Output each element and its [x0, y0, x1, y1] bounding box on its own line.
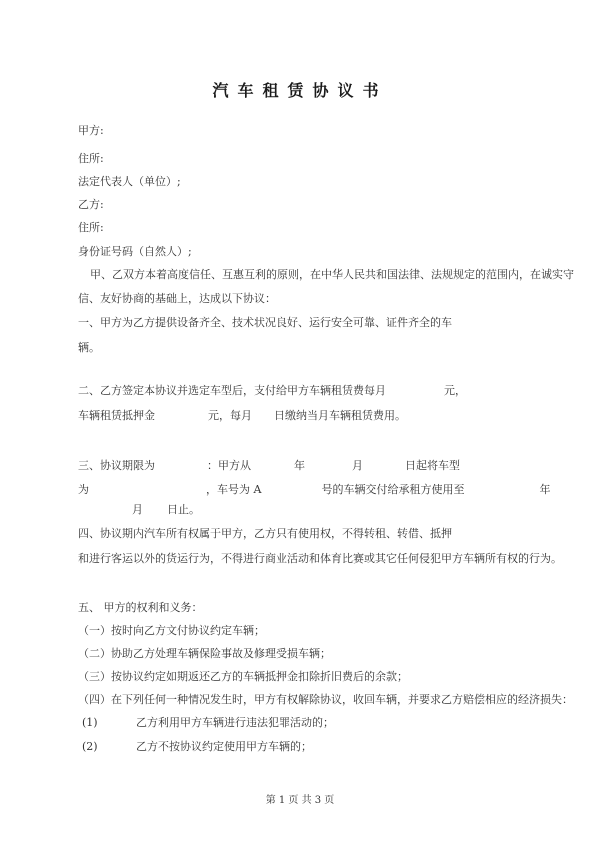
- clause-2-text-b: 元，: [444, 384, 466, 397]
- sub-item-1-text: 乙方利用甲方车辆进行违法犯罪活动的；: [136, 716, 334, 729]
- clause-5-item-2: （二）协助乙方处理车辆保险事故及修理受损车辆；: [78, 647, 331, 660]
- clause-2-line-2: [78, 409, 406, 423]
- clause-3-day-label: 日起将车型: [405, 459, 460, 472]
- party-b-line: 乙方:: [78, 198, 104, 211]
- clause-3-year-label: 年: [294, 459, 305, 472]
- clause-5-item-1: （一）按时向乙方文付协议约定车辆；: [78, 624, 265, 637]
- sub-item-1-number: (1): [82, 716, 98, 729]
- party-b-address-line: 住所:: [78, 221, 104, 234]
- clause-4-line-2: 和进行客运以外的货运行为，不得进行商业活动和体育比赛或其它任何侵犯甲方车辆所有权的行为。: [78, 552, 562, 565]
- clause-3-month-label: 月: [352, 459, 363, 472]
- clause-5-item-3: （三）按协议约定如期返还乙方的车辆抵押金扣除折旧费后的余款；: [78, 670, 408, 683]
- page-number-footer: 第 1 页 共 3 页: [265, 795, 335, 806]
- clause-3-deliver-label: 号的车辆交付给承租方使用至: [321, 483, 465, 496]
- document-title: 汽车租赁协议书: [212, 81, 388, 100]
- clause-2-monthly-label: 元，每月: [208, 409, 252, 422]
- clause-4-line-1: 四、协议期内汽车所有权属于甲方，乙方只有使用权，不得转租、转借、抵押: [78, 527, 452, 540]
- party-a-line: 甲方:: [78, 124, 104, 137]
- party-a-address-line: 住所:: [78, 152, 104, 165]
- clause-2-payday-label: 日缴纳当月车辆租赁费用。: [274, 409, 406, 422]
- clause-3-model-label: 为: [78, 483, 89, 496]
- id-number-line: 身份证号码（自然人）;: [78, 245, 192, 258]
- clause-3-plate-label: ，车号为 A: [206, 483, 262, 496]
- clause-1-line-2: 辆。: [78, 341, 100, 354]
- clause-5-item-4: （四）在下列任何一种情况发生时，甲方有权解除协议，收回车辆，并要求乙方赔偿相应的经济损失：: [78, 693, 573, 706]
- clause-3-until-year-label: 年: [539, 483, 551, 496]
- clause-3-line-3: [78, 503, 200, 517]
- clause-1-line-1: 一、甲方为乙方提供设备齐全、技术状况良好、运行安全可靠、证件齐全的车: [78, 316, 452, 329]
- clause-2-text-a: 二、乙方签定本协议并选定车型后，支付给甲方车辆租赁费每月: [78, 384, 386, 397]
- clause-3-from-label: ：甲方从: [207, 459, 251, 472]
- intro-line-2: 信、友好协商的基础上，达成以下协议：: [78, 292, 276, 305]
- clause-5-title: 五、 甲方的权利和义务：: [78, 601, 203, 614]
- clause-3-until-month-label: 月: [132, 503, 143, 516]
- clause-3-line-1: [78, 459, 460, 473]
- clause-2-line-1: [78, 384, 466, 398]
- legal-representative-line: 法定代表人（单位）;: [78, 175, 181, 188]
- intro-line-1: 甲、乙双方本着高度信任、互惠互利的原则，在中华人民共和国法律、法规规定的范围内，在诚实守: [90, 268, 574, 281]
- sub-item-2-number: (2): [82, 740, 98, 753]
- clause-2-deposit-label: 车辆租赁抵押金: [78, 409, 155, 422]
- clause-3-line-2: [78, 483, 550, 497]
- clause-3-term-label: 三、协议期限为: [78, 459, 155, 472]
- clause-3-end-label: 日止。: [167, 503, 200, 516]
- sub-item-2-text: 乙方不按协议约定使用甲方车辆的；: [136, 740, 312, 753]
